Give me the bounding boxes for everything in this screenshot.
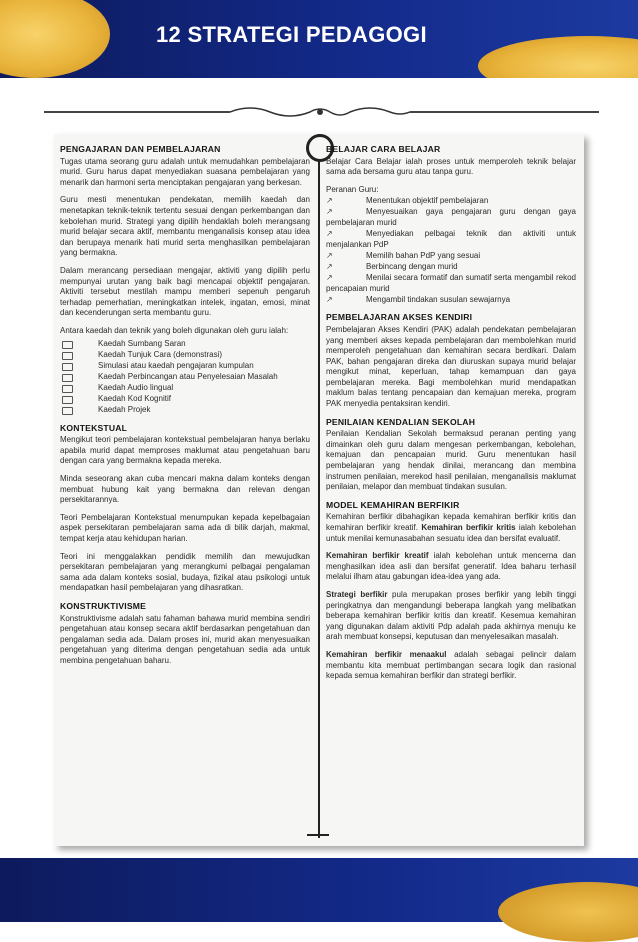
paragraph: Penilaian Kendalian Sekolah bermaksud peranan penting yang dimainkan oleh guru dalam mengesan perkembangan, kebolehan, kemajuan dan pencapaian murid. Guru menentukan hasil pembelajaran yang hendak dinilai, merancang dan membina instrumen penilaian, merekod hasil penilaian, menganalisis maklumat penilaian, melapor dan membuat tindakan susulan.: [326, 429, 576, 492]
check-arrow-icon: ↗: [326, 261, 333, 271]
list-item: ↗ Menentukan objektif pembelajaran: [326, 196, 489, 206]
section-title-berfikir: MODEL KEMAHIRAN BERFIKIR: [326, 499, 460, 510]
list-item: ↗ Memilih bahan PdP yang sesuai: [326, 250, 481, 260]
list-item: Kaedah Kod Kognitif: [60, 394, 310, 405]
paragraph: Peranan Guru:: [326, 184, 379, 194]
folder-icon: [62, 385, 73, 393]
paragraph: Teori Pembelajaran Kontekstual menumpukan kepada kepelbagaian aspek persekitaran pembelajaran sama ada di bilik darjah, makmal, tempat kerja atau kehidupan harian.: [60, 512, 310, 543]
section-title-kontekstual: KONTEKSTUAL: [60, 422, 128, 433]
folder-icon: [62, 352, 73, 360]
right-column: [326, 144, 576, 689]
gold-decoration-right: [478, 36, 638, 78]
paragraph: Pembelajaran Akses Kendiri (PAK) adalah pendekatan pembelajaran yang memberi akses kepada pembelajaran dan membolehkan murid memperoleh pengetahuan dan kemahiran secara berdikari. Dalam PAK, bahan pengajaran direka dan diuruskan supaya murid belajar mengikut minat, keperluan, tahap kemampuan dan gaya pembelajaran mereka. Bagi membolehkan murid mendapatkan maklum balas tentang pencapaian dan kemajuan mereka, program PAK menyedia pentaksiran kendiri.: [326, 324, 576, 409]
paragraph: Belajar Cara Belajar ialah proses untuk memperoleh teknik belajar sama ada bersama guru atau tanpa guru.: [326, 156, 576, 177]
kaedah-list: [60, 339, 310, 416]
paragraph: Kemahiran berfikir kreatif ialah kebolehan untuk mencerna dan menghasilkan idea asli dan bersifat generatif. Idea baharu terhasil melalui ilham atau gabungan idea-idea yang ada.: [326, 551, 576, 582]
section-title-pengajaran: PENGAJARAN DAN PEMBELAJARAN: [60, 144, 221, 154]
paragraph: Tugas utama seorang guru adalah untuk memudahkan pembelajaran murid. Guru harus dapat menyediakan suasana pembelajaran yang menarik dan harmoni serta menciptakan pengajaran yang berkesan.: [60, 156, 310, 187]
peranan-list: [326, 196, 576, 305]
section-title-penilaian: PENILAIAN KENDALIAN SEKOLAH: [326, 416, 476, 427]
check-arrow-icon: ↗: [326, 196, 333, 206]
paragraph: Guru mesti menentukan pendekatan, memilih kaedah dan menetapkan teknik-teknik tertentu sesuai dengan perkembangan dan kebolehan murid. Strategi yang dipilih hendaklah boleh merangsang murid belajar secara aktif, membantu menganalisis konsep atau idea dan berupaya menarik hati murid serta menghasilkan pembelajaran yang bermakna.: [60, 195, 310, 258]
list-item: Simulasi atau kaedah pengajaran kumpulan: [60, 361, 310, 372]
list-item: Kaedah Audio lingual: [60, 383, 310, 394]
slide-footer: [0, 858, 638, 922]
list-item: Kaedah Sumbang Saran: [60, 339, 310, 350]
paragraph: Konstruktivisme adalah satu fahaman bahawa murid membina sendiri pengetahuan atau konsep secara aktif berdasarkan pengetahuan dan pengalaman sedia ada. Dalam proses ini, murid akan menyesuaikan pengetahuan yang diterima dengan pengetahuan sedia ada untuk membina pengetahuan baharu.: [60, 613, 310, 665]
list-item: ↗ Menilai secara formatif dan sumatif serta mengambil rekod pencapaian murid: [326, 273, 576, 293]
left-column: [60, 144, 310, 674]
section-title-konstruktivisme: KONSTRUKTIVISME: [60, 600, 147, 611]
spine-foot: [307, 834, 329, 836]
paragraph: Mengikut teori pembelajaran kontekstual pembelajaran hanya berlaku apabila murid dapat memproses maklumat atau pengetahuan baru dengan cara yang bermakna kepada mereka.: [60, 435, 310, 466]
check-arrow-icon: ↗: [326, 250, 333, 260]
paragraph: Teori ini menggalakkan pendidik memilih dan mewujudkan persekitaran pembelajaran yang merangkumi pelbagai pengalaman sama ada dalam konteks sosial, budaya, fizikal atau psikologi untuk mendapatkan hasil pembelajaran yang dihasratkan.: [60, 551, 310, 593]
gold-decoration-footer: [498, 882, 638, 942]
folder-icon: [62, 363, 73, 371]
paragraph: Kemahiran berfikir dibahagikan kepada kemahiran berfikir kritis dan kemahiran berfikir kreatif. Kemahiran berfikir kritis ialah kebolehan untuk menilai kemunasabahan sesuatu idea dan bersifat evaluatif.: [326, 512, 576, 543]
section-title-belajar: BELAJAR CARA BELAJAR: [326, 144, 441, 154]
slide-title: 12 STRATEGI PEDAGOGI: [156, 22, 427, 47]
paragraph: Dalam merancang persediaan mengajar, aktiviti yang dipilih perlu mempunyai urutan yang baik bagi mencapai objektif pengajaran. Aktiviti tersebut mestilah mampu memberi sepenuh pengaruh terhadap pemerhatian, meningkatkan intelek, ingatan, emosi, minat dan kecenderungan serta membantu guru.: [60, 265, 310, 318]
list-item: Kaedah Projek: [60, 405, 310, 416]
check-arrow-icon: ↗: [326, 207, 333, 217]
list-item: ↗ Mengambil tindakan susulan sewajarnya: [326, 294, 511, 304]
list-item: Kaedah Perbincangan atau Penyelesaian Masalah: [60, 372, 310, 383]
slide-header: [0, 0, 638, 78]
check-arrow-icon: ↗: [326, 273, 333, 283]
check-arrow-icon: ↗: [326, 229, 333, 239]
list-item: ↗ Menyesuaikan gaya pengajaran guru dengan gaya pembelajaran murid: [326, 207, 576, 228]
paragraph: Minda seseorang akan cuba mencari makna dalam konteks dengan membuat hubung kait yang bermakna dan relevan dengan persekitarannya.: [60, 474, 310, 505]
gold-decoration-left: [0, 0, 110, 78]
list-item: ↗ Berbincang dengan murid: [326, 261, 458, 271]
folder-icon: [62, 407, 73, 415]
folder-icon: [62, 341, 73, 349]
ornamental-divider: [44, 104, 599, 120]
check-arrow-icon: ↗: [326, 294, 333, 304]
folder-icon: [62, 396, 73, 404]
ornament-icon: [230, 104, 410, 120]
list-item: ↗ Menyediakan pelbagai teknik dan aktiviti untuk menjalankan PdP: [326, 229, 576, 249]
paragraph: Kemahiran berfikir menaakul adalah sebagai pelincir dalam membantu kita membuat pertimbangan secara logik dan rasional kepada semua kemahiran berfikir dan strategi berfikir.: [326, 649, 576, 681]
document-page: [54, 134, 584, 846]
center-spine: [318, 134, 320, 838]
folder-icon: [62, 374, 73, 382]
list-item: Kaedah Tunjuk Cara (demonstrasi): [60, 350, 310, 361]
section-title-pak: PEMBELAJARAN AKSES KENDIRI: [326, 312, 473, 323]
paragraph: Strategi berfikir pula merupakan proses berfikir yang lebih tinggi peringkatnya dan mengandungi beberapa langkah yang melibatkan beberapa kemahiran berfikir kritis dan kreatif. Kesemua kemahiran yang digunakan dalam aktiviti Pdp adalah pada akhirnya menuju ke arah membuat konsepsi, keputusan dan menyelesaikan masalah.: [326, 589, 576, 642]
paragraph: Antara kaedah dan teknik yang boleh digunakan oleh guru ialah:: [60, 325, 289, 335]
